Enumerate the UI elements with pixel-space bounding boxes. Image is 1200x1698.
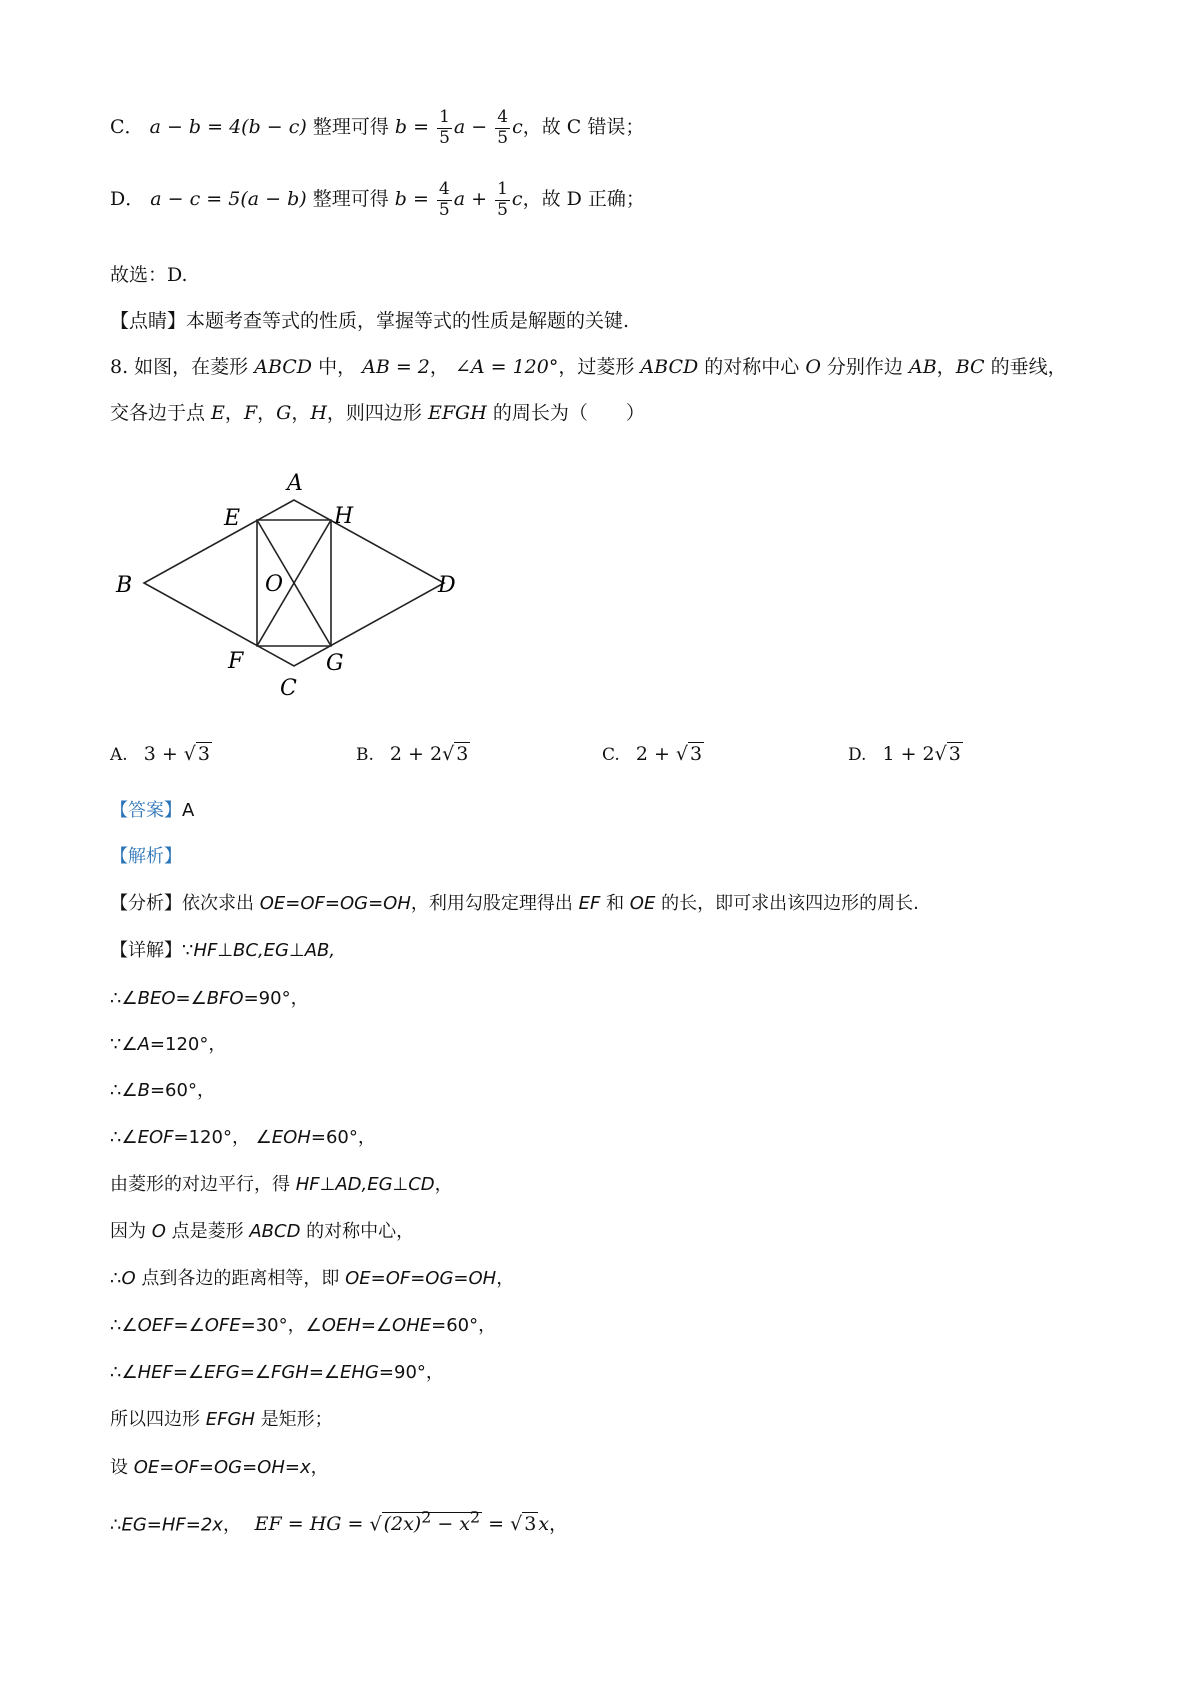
step-9 (110, 1362, 444, 1384)
text: 分别作边 (820, 356, 909, 378)
text: 的长，即可求出该四边形的周长. (655, 893, 919, 914)
text: =120°， (149, 1034, 227, 1055)
option-term: 2 + (635, 743, 676, 765)
text: ， (257, 402, 277, 424)
fraction (495, 108, 510, 148)
math: ABCD (640, 356, 699, 378)
text: 整理可得 (312, 188, 395, 211)
math: BC (955, 356, 985, 378)
math: HF (193, 940, 218, 961)
text: =90°， (378, 1362, 444, 1383)
text: ⊥ (319, 1174, 336, 1195)
term: a + (453, 188, 488, 211)
text: 因为 (110, 1221, 152, 1242)
step-4 (110, 1127, 376, 1149)
math: AB = 2 (362, 356, 430, 378)
math: EOH (271, 1127, 311, 1148)
text: 的周长为（ ） (486, 402, 645, 424)
text: ⊥ (392, 1174, 409, 1195)
text: =∠ (172, 1362, 205, 1383)
step-2 (110, 1034, 226, 1056)
numerator: 4 (497, 107, 509, 127)
text: ， (222, 1514, 241, 1536)
text: ⊥ (217, 940, 234, 961)
option-label: D. (848, 745, 867, 765)
option-coef: 2 (922, 743, 935, 765)
math: EOF (137, 1127, 174, 1148)
math: OEF (137, 1315, 174, 1336)
text: ∴∠ (110, 988, 138, 1009)
lhs: b = (394, 188, 429, 211)
text: 交各边于点 (110, 402, 212, 424)
text: 由菱形的对边平行，得 (110, 1174, 296, 1195)
text: ， (291, 402, 311, 424)
text: ，则四边形 (326, 402, 428, 424)
text: 所以四边形 (110, 1409, 206, 1430)
question-8-line2 (110, 402, 645, 425)
label: C． (110, 116, 144, 139)
math: BFO (206, 988, 244, 1009)
label-b: B (116, 573, 133, 598)
option-b (356, 743, 470, 765)
label-h: H (334, 504, 354, 529)
math: AB, (304, 940, 336, 961)
text: =90°， (243, 988, 309, 1009)
math: EHG (340, 1362, 379, 1383)
text: =60°， (431, 1315, 497, 1336)
answer-line (110, 800, 194, 822)
exponent: 2 (470, 1508, 481, 1527)
text: ， (310, 1457, 329, 1478)
term: a − (453, 116, 488, 139)
option-d (848, 743, 963, 765)
step-8 (110, 1315, 496, 1337)
text: ，利用勾股定理得出 (410, 893, 579, 914)
text: ， (549, 1513, 569, 1536)
radicand: 3 (197, 743, 210, 765)
text: 是矩形； (254, 1409, 333, 1430)
text: ， (429, 356, 455, 378)
math: OE=OF=OG=OH=x (133, 1457, 311, 1478)
math: EFGH (427, 402, 487, 424)
term: c (512, 116, 523, 139)
option-c-analysis (110, 108, 644, 148)
math: OHE (392, 1315, 432, 1336)
text: =∠ (239, 1362, 271, 1383)
math: OE=OF=OG=OH (259, 893, 411, 914)
option-label: C. (602, 745, 620, 765)
math: EG=HF=2x (121, 1514, 223, 1536)
option-term: 3 + (143, 743, 184, 765)
option-term: 1 + (882, 743, 923, 765)
math: − x (431, 1513, 471, 1536)
label-a: A (287, 471, 303, 496)
option-coef: 2 (430, 743, 443, 765)
step-3 (110, 1080, 215, 1102)
math: G (276, 402, 292, 424)
math: EFGH (205, 1409, 255, 1430)
numerator: 1 (439, 107, 450, 127)
radicand: 3 (948, 743, 961, 765)
text: ，故 D 正确； (522, 188, 645, 211)
text: ∵∠ (110, 1034, 138, 1055)
text: ∴∠ (110, 1080, 138, 1101)
math: OEH (321, 1315, 361, 1336)
text: ∴∠ (110, 1315, 138, 1336)
math: EF (578, 893, 601, 914)
sqrt: √ 3 (183, 743, 210, 765)
math: x (538, 1513, 550, 1536)
dianjing-line: 【点睛】本题考查等式的性质，掌握等式的性质是解题的关键. (110, 310, 630, 332)
step-6 (110, 1221, 414, 1243)
text: ⊥ (289, 940, 305, 961)
sqrt: √ 3 (675, 743, 703, 765)
text: ∴ (110, 1514, 122, 1536)
term: c (511, 188, 523, 211)
fraction (437, 108, 452, 148)
fenxi-line (110, 893, 919, 915)
label-f: F (228, 649, 244, 674)
jiexi-line: 【解析】 (110, 846, 182, 867)
fraction (495, 180, 510, 220)
text: 【详解】∵ (110, 940, 194, 961)
label-c: C (280, 676, 297, 701)
text: 8. 如图，在菱形 (110, 356, 255, 378)
step-7 (110, 1268, 514, 1290)
equation: a − c = 5(a − b) (150, 188, 307, 211)
text: ， (224, 402, 244, 424)
question-8-line1 (110, 356, 1067, 379)
text: =120°， ∠ (173, 1127, 272, 1148)
label: D． (110, 188, 145, 211)
math: O (121, 1268, 136, 1289)
radicand: 3 (524, 1513, 537, 1536)
math: O (151, 1221, 166, 1242)
math: F (243, 402, 258, 424)
math: ABCD (254, 356, 313, 378)
radicand: 3 (690, 743, 703, 765)
sqrt: √ $(2x)^2 - x^2$ (369, 1508, 481, 1536)
math: = (482, 1513, 511, 1536)
label-g: G (326, 651, 344, 676)
sqrt: √ 3 (934, 743, 961, 765)
math: EF = HG = (254, 1513, 370, 1536)
text: 点是菱形 (165, 1221, 250, 1242)
math: AD,EG (335, 1174, 393, 1195)
math: H (310, 402, 327, 424)
math: OE (629, 893, 656, 914)
math: E (211, 402, 225, 424)
math: O (805, 356, 821, 378)
denominator: 5 (497, 199, 508, 220)
option-label: A. (110, 745, 128, 765)
text: ， (496, 1268, 515, 1289)
numerator: 1 (497, 179, 508, 199)
text: ∴ (110, 1268, 122, 1289)
step-12 (110, 1508, 568, 1536)
text: =∠ (175, 988, 207, 1009)
radicand (382, 1508, 483, 1536)
denominator: 5 (438, 199, 450, 220)
text: ∴∠ (110, 1362, 138, 1383)
sqrt: √ 3 (510, 1513, 537, 1536)
text: 中， (312, 356, 363, 378)
math: CD (408, 1174, 435, 1195)
xiangjie-line (110, 940, 335, 962)
math: (2x) (383, 1513, 422, 1536)
math: HEF (137, 1362, 173, 1383)
text: ， (936, 356, 956, 378)
formula (254, 1508, 569, 1536)
math: OFE (204, 1315, 241, 1336)
text: 【分析】依次求出 (110, 893, 260, 914)
option-a (110, 743, 212, 765)
math: BEO (137, 988, 176, 1009)
option-label: B. (356, 745, 374, 765)
text: 点到各边的距离相等，即 (135, 1268, 346, 1289)
step-11 (110, 1457, 329, 1479)
option-d-analysis (110, 180, 645, 220)
math: HF (295, 1174, 320, 1195)
text: ， (434, 1174, 453, 1195)
text: ，过菱形 (558, 356, 641, 378)
step-5 (110, 1174, 453, 1196)
text: 和 (600, 893, 630, 914)
rhombus-figure (110, 460, 470, 720)
label-o: O (265, 572, 284, 597)
math: AB (908, 356, 937, 378)
fraction (437, 180, 452, 220)
answer-value: A (182, 800, 195, 821)
text: =∠ (360, 1315, 393, 1336)
numerator: 4 (438, 179, 450, 199)
text: =∠ (173, 1315, 205, 1336)
math: B (137, 1080, 150, 1101)
label-d: D (438, 573, 456, 598)
math: OE=OF=OG=OH (345, 1268, 497, 1289)
math: BC,EG (233, 940, 289, 961)
option-term: 2 + (389, 743, 430, 765)
math: FGH (270, 1362, 309, 1383)
step-10 (110, 1409, 333, 1431)
text: 整理可得 (312, 116, 395, 139)
text: =60°， (149, 1080, 215, 1101)
equation: a − b = 4(b − c) (149, 116, 307, 139)
text: =60°， (310, 1127, 376, 1148)
math: A (137, 1034, 150, 1055)
text: ，故 C 错误； (522, 116, 645, 139)
text: 的对称中心， (300, 1221, 415, 1242)
sqrt: √ 3 (442, 743, 469, 765)
step-1 (110, 988, 309, 1010)
denominator: 5 (439, 127, 450, 148)
choose-line: 故选：D. (110, 264, 188, 286)
answer-tag: 【答案】 (110, 800, 182, 821)
text: 的对称中心 (698, 356, 806, 378)
math: EFG (204, 1362, 240, 1383)
option-c (602, 743, 704, 765)
text: =30°，∠ (240, 1315, 322, 1336)
text: ∴∠ (110, 1127, 138, 1148)
text: =∠ (308, 1362, 341, 1383)
text: 设 (110, 1457, 134, 1478)
math: ∠A = 120° (454, 356, 559, 378)
text: 的垂线， (984, 356, 1067, 378)
exponent: 2 (421, 1508, 432, 1527)
radicand: 3 (456, 743, 469, 765)
label-e: E (224, 506, 241, 531)
math: ABCD (249, 1221, 301, 1242)
lhs: b = (394, 116, 430, 139)
denominator: 5 (497, 127, 509, 148)
